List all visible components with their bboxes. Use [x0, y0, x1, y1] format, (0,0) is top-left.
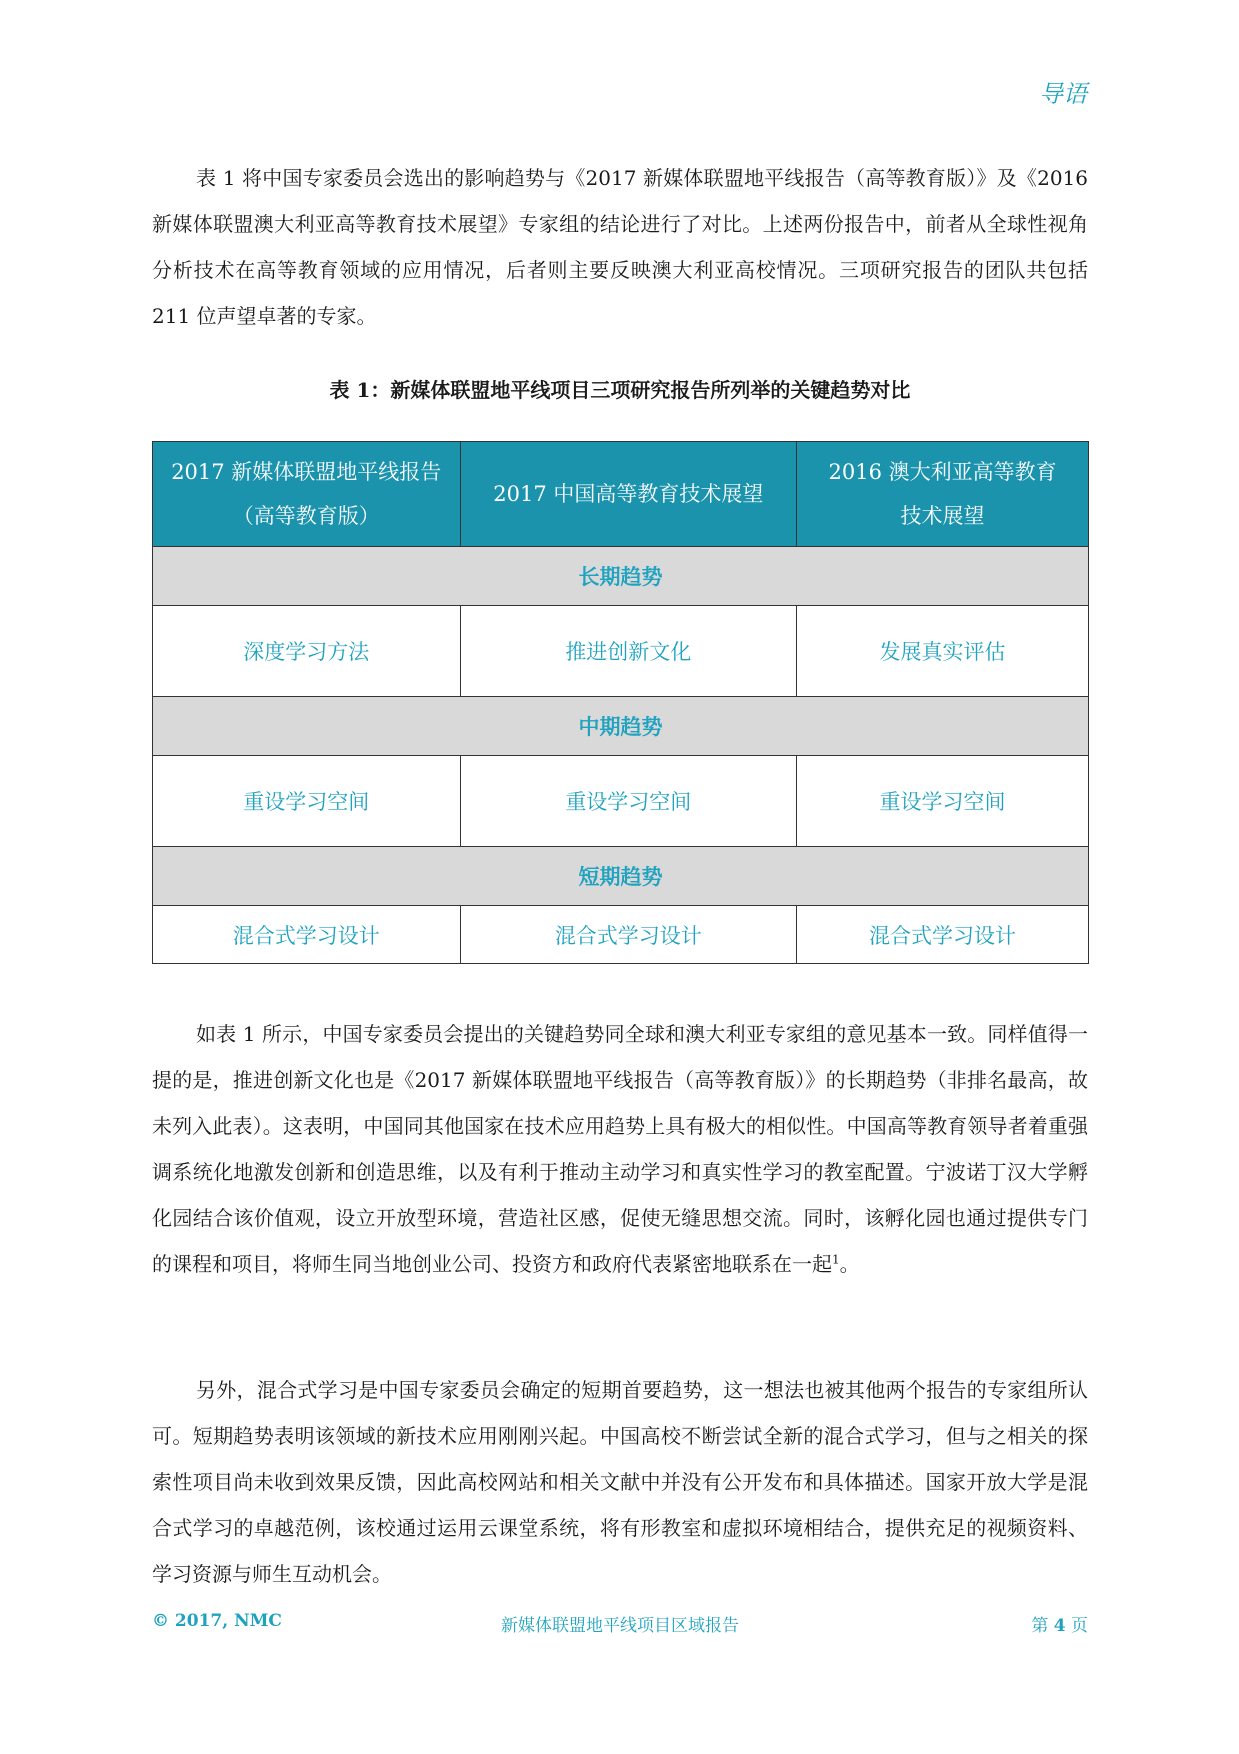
section-short-term: 短期趋势 — [153, 847, 1089, 906]
mid-term-cell-2: 重设学习空间 — [460, 756, 797, 847]
section-long-term: 长期趋势 — [153, 547, 1089, 606]
header-col1-line2: （高等教育版） — [232, 504, 380, 528]
mid-term-cell-1: 重设学习空间 — [153, 756, 461, 847]
header-col3-line1: 2016 澳大利亚高等教育 — [828, 460, 1057, 484]
header-col3-line2: 技术展望 — [900, 504, 985, 528]
footnote-marker[interactable]: 1 — [832, 1252, 840, 1267]
header-horizon-2017 — [153, 442, 461, 547]
paragraph-analysis — [152, 1011, 1088, 1287]
section-row-long-term — [153, 547, 1089, 606]
paragraph-intro — [152, 155, 1088, 339]
table-row — [153, 906, 1089, 964]
section-row-short-term — [153, 847, 1089, 906]
header-china-2017 — [460, 442, 797, 547]
page-footer — [152, 1611, 1088, 1641]
paragraph-1-text: 表 1 将中国专家委员会选出的影响趋势与《2017 新媒体联盟地平线报告（高等教育版）》及《2016 新媒体联盟澳大利亚高等教育技术展望》专家组的结论进行了对比。上述两份报告中，前者从全球性视角分析技术在高等教育领域的应用情况，后者则主要反映澳大利亚高校情况。三项研究报告的团队共包括 211 位声望卓著的专家。 — [152, 166, 1088, 328]
mid-term-cell-3: 重设学习空间 — [797, 756, 1089, 847]
paragraph-2-end: 。 — [839, 1252, 860, 1276]
paragraph-2 — [152, 1011, 1088, 1287]
long-term-cell-2: 推进创新文化 — [460, 606, 797, 697]
footer-title: 新媒体联盟地平线项目区域报告 — [501, 1616, 739, 1636]
running-header: 导语 — [1039, 80, 1087, 108]
table-row — [153, 606, 1089, 697]
short-term-cell-1: 混合式学习设计 — [153, 906, 461, 964]
table-caption: 表 1：新媒体联盟地平线项目三项研究报告所列举的关键趋势对比 — [329, 378, 911, 402]
header-australia-2016 — [797, 442, 1089, 547]
footer-copyright: © 2017, NMC — [152, 1611, 282, 1631]
short-term-cell-3: 混合式学习设计 — [797, 906, 1089, 964]
section-mid-term: 中期趋势 — [153, 697, 1089, 756]
table-header-row — [153, 442, 1089, 547]
page-number: 4 — [1053, 1616, 1066, 1636]
header-col2: 2017 中国高等教育技术展望 — [493, 482, 764, 506]
page-suffix: 页 — [1071, 1616, 1088, 1636]
long-term-cell-1: 深度学习方法 — [153, 606, 461, 697]
short-term-cell-2: 混合式学习设计 — [460, 906, 797, 964]
page-prefix: 第 — [1031, 1616, 1049, 1636]
trends-comparison-table — [152, 441, 1089, 964]
table-row — [153, 756, 1089, 847]
header-col1-line1: 2017 新媒体联盟地平线报告 — [171, 460, 442, 484]
footer-page-number — [1031, 1611, 1088, 1636]
long-term-cell-3: 发展真实评估 — [797, 606, 1089, 697]
paragraph-2-text: 如表 1 所示，中国专家委员会提出的关键趋势同全球和澳大利亚专家组的意见基本一致。同样值得一提的是，推进创新文化也是《2017 新媒体联盟地平线报告（高等教育版）》的长期趋势（非排名最高，故未列入此表）。这表明，中国同其他国家在技术应用趋势上具有极大的相似性。中国高等教育领导者着重强调系统化地激发创新和创造思维，以及有利于推动主动学习和真实性学习的教室配置。宁波诺丁汉大学孵化园结合该价值观，设立开放型环境，营造社区感，促使无缝思想交流。同时，该孵化园也通过提供专门的课程和项目，将师生同当地创业公司、投资方和政府代表紧密地联系在一起 — [152, 1022, 1088, 1276]
section-row-mid-term — [153, 697, 1089, 756]
paragraph-3-text: 另外，混合式学习是中国专家委员会确定的短期首要趋势，这一想法也被其他两个报告的专家组所认可。短期趋势表明该领域的新技术应用刚刚兴起。中国高校不断尝试全新的混合式学习，但与之相关的探索性项目尚未收到效果反馈，因此高校网站和相关文献中并没有公开发布和具体描述。国家开放大学是混合式学习的卓越范例，该校通过运用云课堂系统，将有形教室和虚拟环境相结合，提供充足的视频资料、学习资源与师生互动机会。 — [152, 1378, 1088, 1586]
paragraph-blended-learning — [152, 1367, 1088, 1597]
